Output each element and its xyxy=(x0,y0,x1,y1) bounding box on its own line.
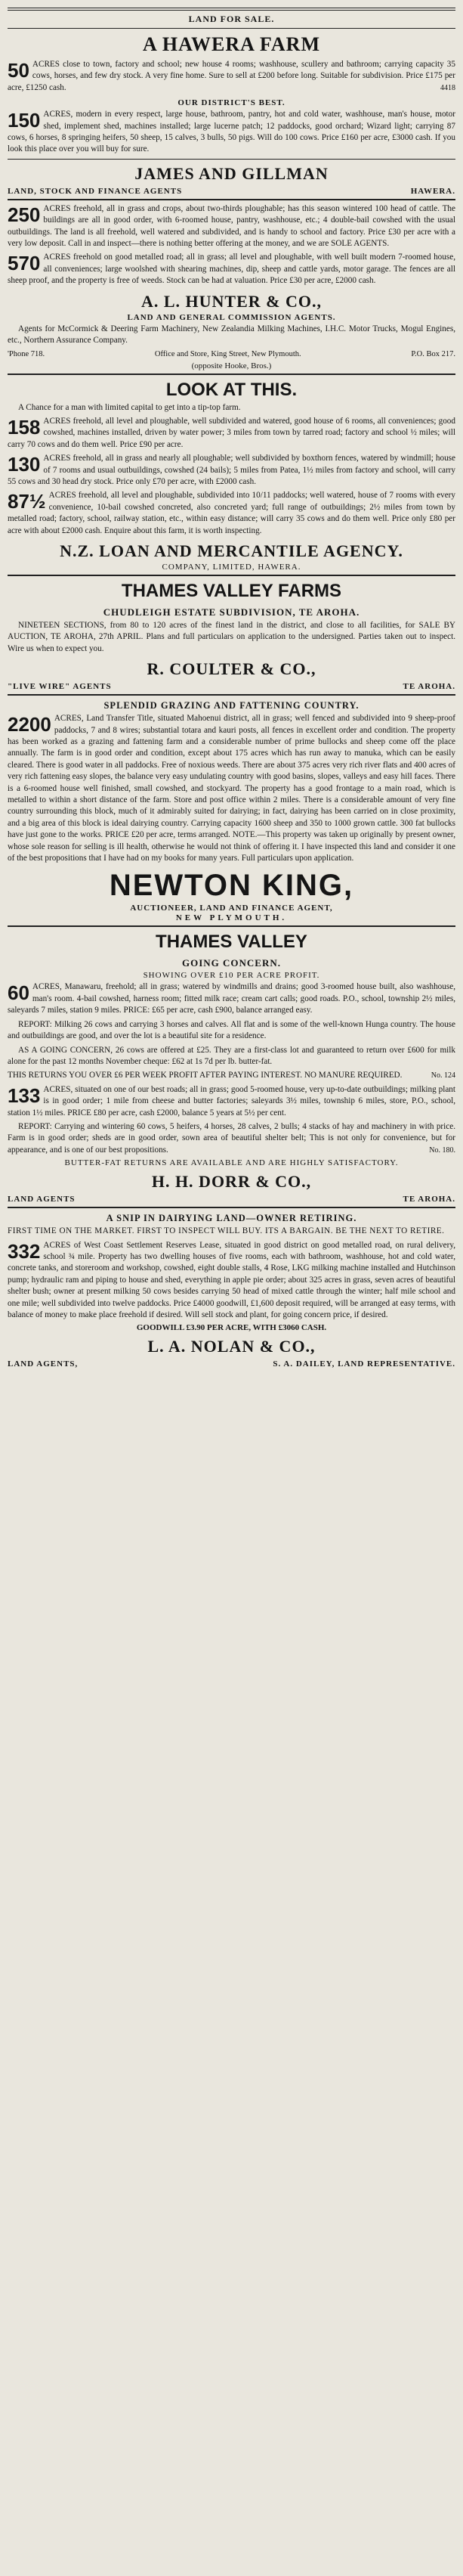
agent-name: L. A. NOLAN & CO., xyxy=(147,1337,316,1356)
agent-contact-line xyxy=(8,350,455,358)
section-header: LAND FOR SALE. xyxy=(188,14,275,24)
listing-text: ACRES, situated on one of our best roads; all in grass; good 5-roomed house, very up-to-date outbuildings; milking plant is in good order; 1 mile from cheese and butter factories; saleyards 3½ miles, township 6 miles, store, P.O., school, station 1½ miles. PRICE £80 per acre, cash £2000, balance 5 years at 5½ per cent. xyxy=(8,1084,455,1118)
acreage-number: 50 xyxy=(8,59,29,82)
acreage-number: 150 xyxy=(8,109,41,132)
agent-line xyxy=(8,187,455,196)
listing-text: ACRES freehold on good metalled road; all in grass; all level and ploughable, with well built modern 7-roomed house, all conveniences; large woolshed with shearing machines, dip, sheep and cattle yards, motor garage. The fences are all sheep proof, and the property is free of weeds. Stock can be had at valuation. Price £30 per acre, £2000 cash. xyxy=(8,253,455,286)
agent-town: NEW PLYMOUTH. xyxy=(175,913,288,923)
ad-title: THAMES VALLEY xyxy=(156,932,307,953)
ad-splendid-grazing xyxy=(8,700,455,922)
ad-title: A HAWERA FARM xyxy=(143,33,320,55)
divider xyxy=(8,1207,455,1208)
listing-text: ACRES freehold, all level and ploughable, subdivided into 10/11 paddocks; well watered, house of 7 rooms with every convenience, 10-bail cowshed concreted, also concreted yard; full range of outbuildings; 2½ miles from town by metalled road; factory, school, railway station, etc., within easy distance; will carry 35 cows and do them well. Price only £80 per acre with about £2000 cash. Enquire about this farm, it is worth inspecting. xyxy=(8,491,455,535)
divider xyxy=(8,694,455,696)
district-best-heading: OUR DISTRICT'S BEST. xyxy=(177,98,286,108)
listing-return xyxy=(8,1070,455,1081)
listing-text: ACRES of West Coast Settlement Reserves Lease, situated in good district on good metalled road, on rural delivery, school ¾ mile. Property has two dwelling houses of five rooms, each with bathroom, washhouse, hot and cold water, concrete tanks, and storeroom and workshop, cowshed, eight double stalls, 4 Rose, LKG milking machine installed and Hutchinson pump; hydraulic ram and piping to house and shed, everything in apple pie order; about 325 acres in grass, seven acres of beautiful shelter bush; owner at present milking 50 cows besides carrying 50 head of mixed cattle through the winter; half mile school and one mile; well subdivided into twelve paddocks. Price £4000 goodwill, £1,600 deposit required, will be arranged at easy terms, with balance of money to make place freehold if desired. Will sell stock and plant, for going concern price, if desired. xyxy=(8,1240,455,1319)
listing-text: ACRES freehold, all level and ploughable, well subdivided and watered, good house of 6 rooms, all conveniences; good cowshed, machines installed, driven by water power; 3 miles from town by tarred road; factory and school ½ miles; will carry 70 cows and do them well. Price £90 per acre. xyxy=(8,416,455,449)
classified-page xyxy=(8,0,455,1369)
ad-hawera-farm xyxy=(8,33,455,196)
agent-name: R. COULTER & CO., xyxy=(147,659,316,679)
agent-name: JAMES AND GILLMAN xyxy=(134,163,329,183)
ad-tagline: SHOWING OVER £10 PER ACRE PROFIT. xyxy=(143,971,320,981)
listing-ref: No. 180. xyxy=(429,1145,455,1155)
listing-150-acres xyxy=(8,109,455,156)
agent-subtitle: AUCTIONEER, LAND AND FINANCE AGENT, xyxy=(130,904,333,913)
divider xyxy=(8,28,455,29)
acreage-number: 250 xyxy=(8,203,41,226)
agent-town: TE AROHA. xyxy=(403,682,455,692)
listing-158-acres xyxy=(8,416,455,451)
listing-ref: No. 124 xyxy=(431,1071,455,1080)
agent-subtitle: COMPANY, LIMITED, HAWERA. xyxy=(162,562,301,572)
listing-concern: AS A GOING CONCERN, 26 cows are offered at £25. They are a first-class lot and guaranteed to return over £600 for milk alone for the past 12 months November cheque: £62 at 1s 7d per lb. butter-fat. xyxy=(8,1045,455,1066)
listing-ref: 4418 xyxy=(440,83,455,92)
agent-subtitle: LAND AND GENERAL COMMISSION AGENTS. xyxy=(127,312,336,322)
listing-87-acres xyxy=(8,490,455,537)
divider xyxy=(8,374,455,375)
listing-130-acres xyxy=(8,453,455,488)
goodwill-note: GOODWILL £3.90 PER ACRE, WITH £3060 CASH. xyxy=(136,1323,327,1333)
acreage-number: 158 xyxy=(8,415,41,439)
ad-title: LOOK AT THIS. xyxy=(165,379,298,400)
ad-thames-valley-farms xyxy=(8,581,455,691)
agent-phone: 'Phone 718. xyxy=(8,349,45,358)
acreage-number: 87½ xyxy=(8,490,46,513)
listing-text: ACRES, Land Transfer Title, situated Mahoenui district, all in grass; well fenced and subdivided into 9 sheep-proof paddocks, 7 and 8 wires; substantial totara and kauri posts, all fences in excellent order and condition. The property has been worked as a grazing and fattening farm and a considerable number of prime bullocks and sheep come off the place annually. The farm is in good order and condition, except about 175 acres which has run away to manuka, which can be easily cleared. There is good water in all paddocks. Free of noxious weeds. There are about 375 acres very rich river flats and 400 acres of very rich fattening easy slopes, the balance very easy undulating country with good basins, slopes, valleys and easy hill faces. There is a 6-roomed house well finished, small cowshed, and stockyard. The property has a good frontage to a main road, which is metalled to within a short distance of the farm. Store and post office within 2 miles. There is a considerable amount of very fine country surrounding this block, much of it admirably suited for dairying; in fact, dairying has been carried on in close proximity, and a big area of this block is ideal dairying country. Carrying capacity 1600 sheep and 350 to 1000 grown cattle. 300 fat bullocks have just gone to the works. PRICE £20 per acre, terms arranged. NOTE.—This property was taken up originally by present owner, whose sole reason for selling is ill health, otherwise he would not think of offering it. I have inspected this land and consider it one of the best propositions that I have had on my books for many years. Full particulars upon application. xyxy=(8,714,455,863)
agent-town: TE AROHA. xyxy=(403,1195,455,1204)
divider xyxy=(8,575,455,576)
ad-intro: FIRST TIME ON THE MARKET. FIRST TO INSPECT WILL BUY. ITS A BARGAIN. BE THE NEXT TO RETIRE. xyxy=(8,1226,445,1236)
acreage-number: 2200 xyxy=(8,713,51,736)
agent-subtitle: LAND, STOCK AND FINANCE AGENTS xyxy=(8,186,183,196)
listing-133-acres xyxy=(8,1084,455,1119)
agent-subtitle: LAND AGENTS xyxy=(8,1195,76,1204)
ad-look-at-this xyxy=(8,380,455,572)
agent-representative: S. A. DAILEY, LAND REPRESENTATIVE. xyxy=(273,1359,455,1369)
ad-title: THAMES VALLEY FARMS xyxy=(121,580,342,601)
listing-report-text: REPORT: Carrying and wintering 60 cows, 5 heifers, 4 horses, 28 calves, 2 bulls; 4 stacks of hay and machinery in with price. Farm is in good order; sheds are in good order, sown area of beautiful shelter belt; This is not only for convenience, but for appearance, and is one of our best propositions. xyxy=(8,1121,455,1155)
listing-text: ACRES, Manawaru, freehold; all in grass; watered by windmills and drains; good 3-roomed house built, also washhouse, man's room. 4-bail cowshed, harness room; fitted milk race; cream cart calls; good roads. P.O., school, township 2½ miles, saleyards 7 miles, station 9 miles. PRICE: £65 per acre, cash £900, balance arranged easy. xyxy=(8,982,455,1015)
agent-name: A. L. HUNTER & CO., xyxy=(140,291,322,311)
listing-text: ACRES, modern in every respect, large house, bathroom, pantry, hot and cold water, washhouse, man's house, motor shed, implement shed, machines installed; large lucerne patch; 12 paddocks, good orchard; Wizard light; carrying 87 cows, 6 horses, 8 springing heifers, 50 sheep, 15 calves, 3 bulls, 50 pigs. Will do 100 cows. Price £160 per acre, £3000 cash. If you look this place over you will buy for sure. xyxy=(8,110,455,154)
listing-text: ACRES freehold, all in grass and nearly all ploughable; well subdivided by boxthorn fences, watered by windmill; house of 7 rooms and usual outbuildings, cowshed (24 bails); 5 miles from Patea, 1½ miles from factory and school, will carry 55 cows and 30 head dry stock. Price only £70 per acre, with £2000 cash. xyxy=(8,454,455,486)
listing-2200-acres xyxy=(8,713,455,864)
divider xyxy=(8,159,455,160)
listing-570-acres xyxy=(8,252,455,287)
agent-subtitle: "LIVE WIRE" AGENTS xyxy=(8,682,112,692)
agent-description: Agents for McCormick & Deering Farm Machinery, New Zealandia Milking Machines, I.H.C. Motor Trucks, Mogul Engines, etc., Northern Assurance Company. xyxy=(8,324,455,346)
agent-subtitle: LAND AGENTS, xyxy=(8,1359,79,1369)
listing-return-text: THIS RETURNS YOU OVER £6 PER WEEK PROFIT AFTER PAYING INTEREST. NO MANURE REQUIRED. xyxy=(8,1071,403,1080)
listing-report xyxy=(8,1121,455,1156)
acreage-number: 130 xyxy=(8,453,41,476)
listing-text: ACRES freehold, all in grass and crops, about two-thirds ploughable; has this season wintered 100 head of cattle. The buildings are all in good order, with 6-roomed house, pantry, washhouse, etc.; 4 double-bail cowshed with the usual outbuildings. The land is all freehold, well watered and subdivided, and is handy to school and factory. Price £30 per acre with a very low deposit. Call in and inspect—there is nothing better offering at the money, and we are SOLE AGENTS. xyxy=(8,203,455,249)
ad-title: SPLENDID GRAZING AND FATTENING COUNTRY. xyxy=(103,700,360,711)
acreage-number: 60 xyxy=(8,981,29,1005)
listing-50-acres xyxy=(8,59,455,94)
agent-address-note: (opposite Hooke, Bros.) xyxy=(191,361,272,370)
acreage-number: 332 xyxy=(8,1239,41,1263)
listing-report: REPORT: Milking 26 cows and carrying 3 horses and calves. All flat and is some of the well-known Hunga country. The house and outbuildings are good, and over the lot is a beautiful site for a residence. xyxy=(8,1019,455,1041)
butter-fat-note: BUTTER-FAT RETURNS ARE AVAILABLE AND ARE HIGHLY SATISFACTORY. xyxy=(64,1158,399,1168)
agent-line xyxy=(8,1359,455,1369)
acreage-number: 133 xyxy=(8,1083,41,1107)
agent-line xyxy=(8,682,455,691)
top-rule xyxy=(8,8,455,11)
agent-town: HAWERA. xyxy=(410,186,455,196)
ad-subtitle: CHUDLEIGH ESTATE SUBDIVISION, TE AROHA. xyxy=(103,606,360,618)
agent-office: Office and Store, King Street, New Plymouth. xyxy=(154,349,301,358)
listing-332-acres xyxy=(8,1240,455,1322)
ad-title: A SNIP IN DAIRYING LAND—OWNER RETIRING. xyxy=(106,1213,357,1224)
acreage-number: 570 xyxy=(8,252,41,275)
ad-going-concern xyxy=(8,932,455,1204)
agent-name: H. H. DORR & CO., xyxy=(151,1172,312,1192)
listing-text: ACRES close to town, factory and school; new house 4 rooms; washhouse, scullery and bathroom; carrying capacity 35 cows, horses, and few dry stock. A very fine home. Sure to sell at £200 before long. Suitable for subdivision. Price £175 per acre, £1250 cash. xyxy=(8,60,455,92)
agent-name: NEWTON KING, xyxy=(109,869,354,903)
divider xyxy=(8,199,455,200)
divider xyxy=(8,925,455,927)
listing-60-acres xyxy=(8,981,455,1016)
agent-name: N.Z. LOAN AND MERCANTILE AGENCY. xyxy=(60,541,403,560)
ad-subtitle: GOING CONCERN. xyxy=(181,957,281,969)
listing-250-acres xyxy=(8,203,455,250)
ad-intro: A Chance for a man with limited capital to get into a tip-top farm. xyxy=(18,402,241,412)
ad-snip-dairying xyxy=(8,1213,455,1369)
agent-po-box: P.O. Box 217. xyxy=(411,349,455,358)
ad-text: NINETEEN SECTIONS, from 80 to 120 acres of the finest land in the district, and close to all facilities, for SALE BY AUCTION, TE AROHA, 27th APRIL. Plans and full particulars on application to the undersigned. Parties taken out to inspect. Wire us when to expect you. xyxy=(8,620,455,653)
agent-line xyxy=(8,1195,455,1204)
ad-hunter-listings xyxy=(8,203,455,370)
